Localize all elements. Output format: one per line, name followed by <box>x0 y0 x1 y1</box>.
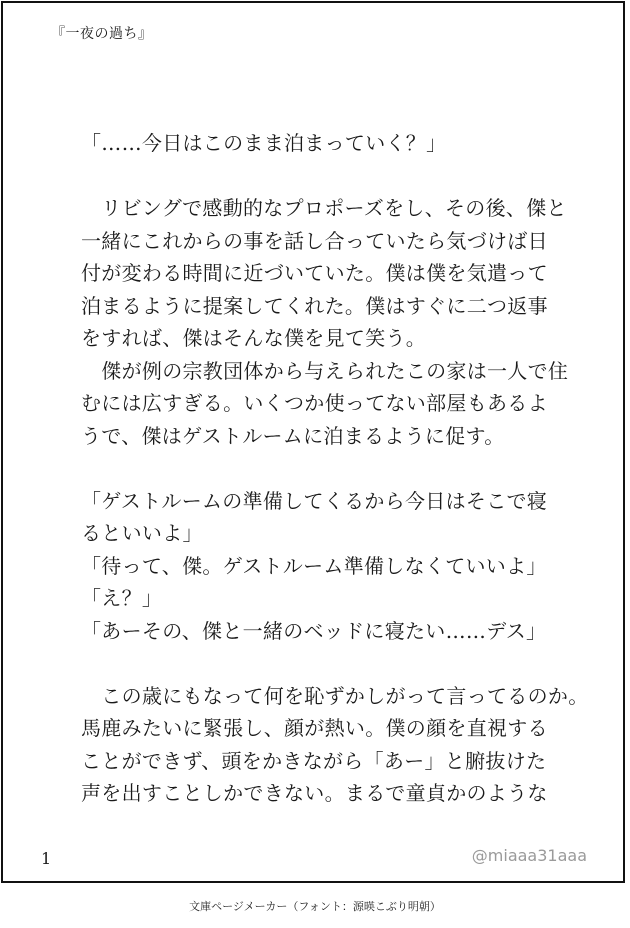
text-line: 泊まるように提案してくれた。僕はすぐに二つ返事 <box>81 293 548 318</box>
blank-line <box>81 647 561 680</box>
author-credit: @miaaa31aaa <box>471 846 587 865</box>
text-line: むには広すぎる。いくつか使ってない部屋もあるよ <box>81 391 548 415</box>
text-line: 「ゲストルームの準備してくるから今日はそこで寝 <box>81 488 548 513</box>
blank-line <box>81 160 561 193</box>
text-line: この歳にもなって何を恥ずかしがって言ってるのか。 <box>81 683 589 708</box>
text-line: 付が変わる時間に近づいていた。僕は僕を気遣って <box>81 261 548 285</box>
page-title: 『一夜の過ち』 <box>51 26 153 42</box>
text-line: うで、傑はゲストルームに泊まるように促す。 <box>81 423 505 448</box>
text-line: をすれば、傑はそんな僕を見て笑う。 <box>81 326 427 350</box>
book-page <box>1 1 625 883</box>
text-line: ことができず、頭をかきながら「あー」と腑抜けた <box>81 748 547 773</box>
page-number: 1 <box>41 849 52 868</box>
text-line: 傑が例の宗教団体から与えられたこの家は一人で住 <box>81 358 569 383</box>
text-line: 「……今日はこのまま泊まっていく？」 <box>81 131 447 155</box>
text-line: リビングで感動的なプロポーズをし、その後、傑と <box>81 196 567 220</box>
body-text <box>81 127 589 810</box>
text-line: 馬鹿みたいに緊張し、顔が熱い。僕の顔を直視する <box>81 716 548 740</box>
text-line: 「あーその、傑と一緒のベッドに寝たい……デス」 <box>81 618 547 643</box>
text-line: るといいよ」 <box>81 521 203 545</box>
text-line: 「待って、傑。ゲストルーム準備しなくていいよ」 <box>81 553 547 578</box>
text-line: 「え？」 <box>81 586 163 610</box>
footer-caption: 文庫ページメーカー（フォント：源暎こぶり明朝） <box>189 900 441 913</box>
text-line: 声を出すことしかできない。まるで童貞かのような <box>81 781 548 805</box>
blank-line <box>81 452 561 485</box>
text-line: 一緒にこれからの事を話し合っていたら気づけば日 <box>81 228 548 253</box>
